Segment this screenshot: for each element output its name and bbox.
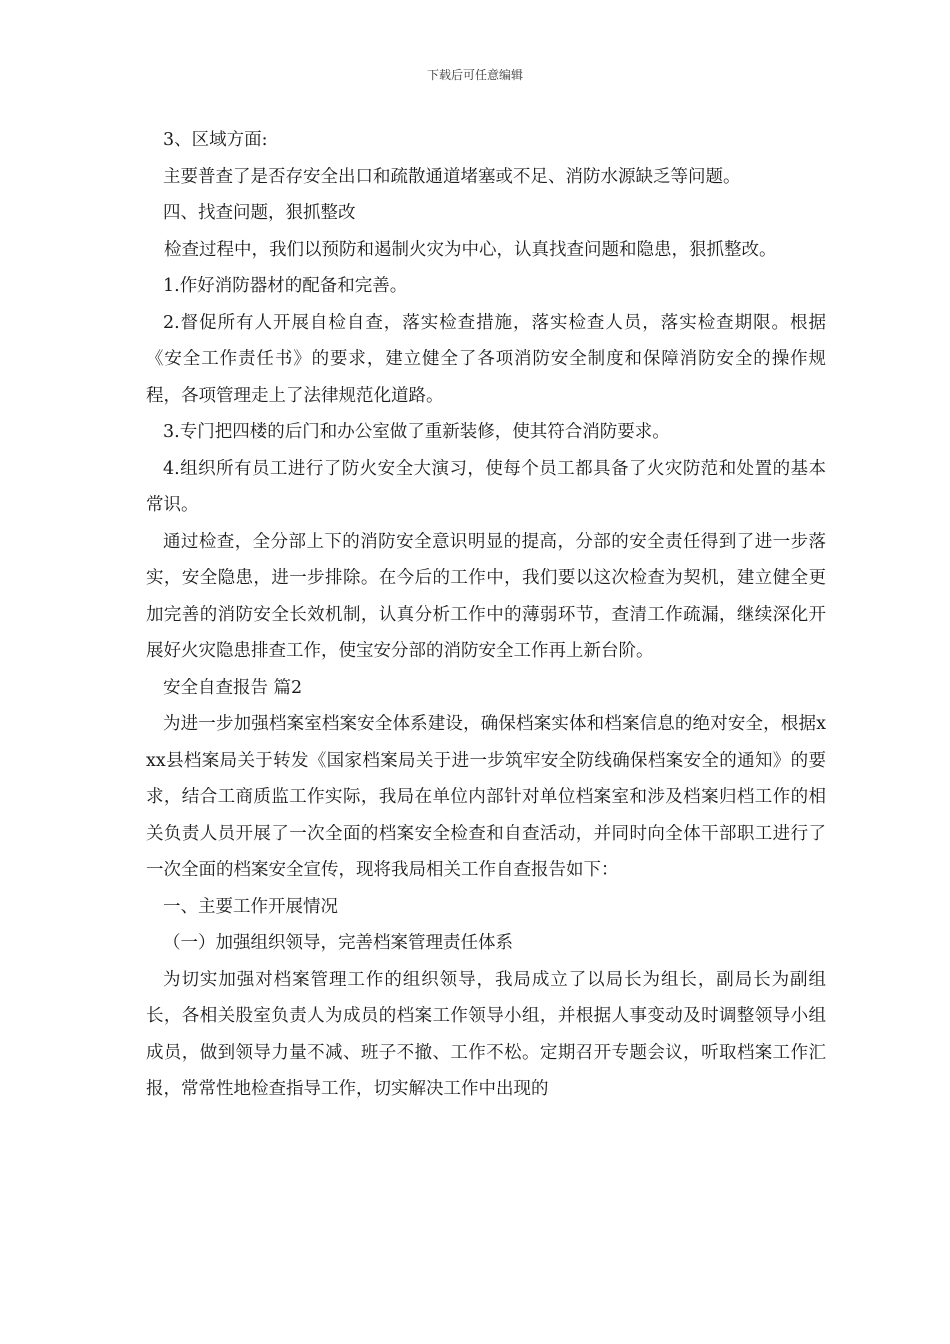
paragraph-area-content: 主要普查了是否存安全出口和疏散通道堵塞或不足、消防水源缺乏等问题。 xyxy=(163,166,741,187)
paragraph-subheading-1: （一）加强组织领导，完善档案管理责任体系 xyxy=(163,933,513,953)
paragraph-area-heading: 3、区域方面: xyxy=(163,130,268,150)
paragraph-item-1: 1.作好消防器材的配备和完善。 xyxy=(163,276,408,296)
paragraph-main-work-heading: 一、主要工作开展情况 xyxy=(163,896,338,917)
document-body xyxy=(146,122,826,1108)
paragraph-report-intro: 为进一步加强档案室档案安全体系建设，确保档案实体和档案信息的绝对安全，根据xxx县档案局关于转发《国家档案局关于进一步筑牢安全防线确保档案安全的通知》的要求，结合工商质监工作实际，我局在单位内部针对单位档案室和涉及档案归档工作的相关负责人员开展了一次全面的档案安全检查和自查活动，并同时向全体干部职工进行了一次全面的档案安全宣传，现将我局相关工作自查报告如下： xyxy=(146,714,826,880)
paragraph-leadership: 为切实加强对档案管理工作的组织领导，我局成立了以局长为组长，副局长为副组长，各相关股室负责人为成员的档案工作领导小组，并根据人事变动及时调整领导小组成员，做到领导力量不减、班子不撤、工作不松。定期召开专题会议，听取档案工作汇报，常常性地检查指导工作，切实解决工作中出现的 xyxy=(146,969,826,1099)
paragraph-inspection-process: 检查过程中，我们以预防和遏制火灾为中心，认真找查问题和隐患，狠抓整改。 xyxy=(164,239,777,260)
paragraph-item-3: 3.专门把四楼的后门和办公室做了重新装修，使其符合消防要求。 xyxy=(163,422,670,442)
paragraph-report-title-2: 安全自查报告 篇2 xyxy=(163,677,303,698)
paragraph-item-2: 2.督促所有人开展自检自查，落实检查措施，落实检查人员，落实检查期限。根据《安全工作责任书》的要求，建立健全了各项消防安全制度和保障消防安全的操作规程，各项管理走上了法律规范化道路。 xyxy=(146,312,826,406)
paragraph-summary: 通过检查，全分部上下的消防安全意识明显的提高，分部的安全责任得到了进一步落实，安全隐患，进一步排除。在今后的工作中，我们要以这次检查为契机，建立健全更加完善的消防安全长效机制，认真分析工作中的薄弱环节，查清工作疏漏，继续深化开展好火灾隐患排查工作，使宝安分部的消防安全工作再上新台阶。 xyxy=(146,531,826,661)
page-header: 下载后可任意编辑 xyxy=(426,68,523,82)
paragraph-item-4: 4.组织所有员工进行了防火安全大演习，使每个员工都具备了火灾防范和处置的基本常识。 xyxy=(146,458,826,515)
paragraph-section-four-heading: 四、找查问题，狠抓整改 xyxy=(163,203,356,223)
